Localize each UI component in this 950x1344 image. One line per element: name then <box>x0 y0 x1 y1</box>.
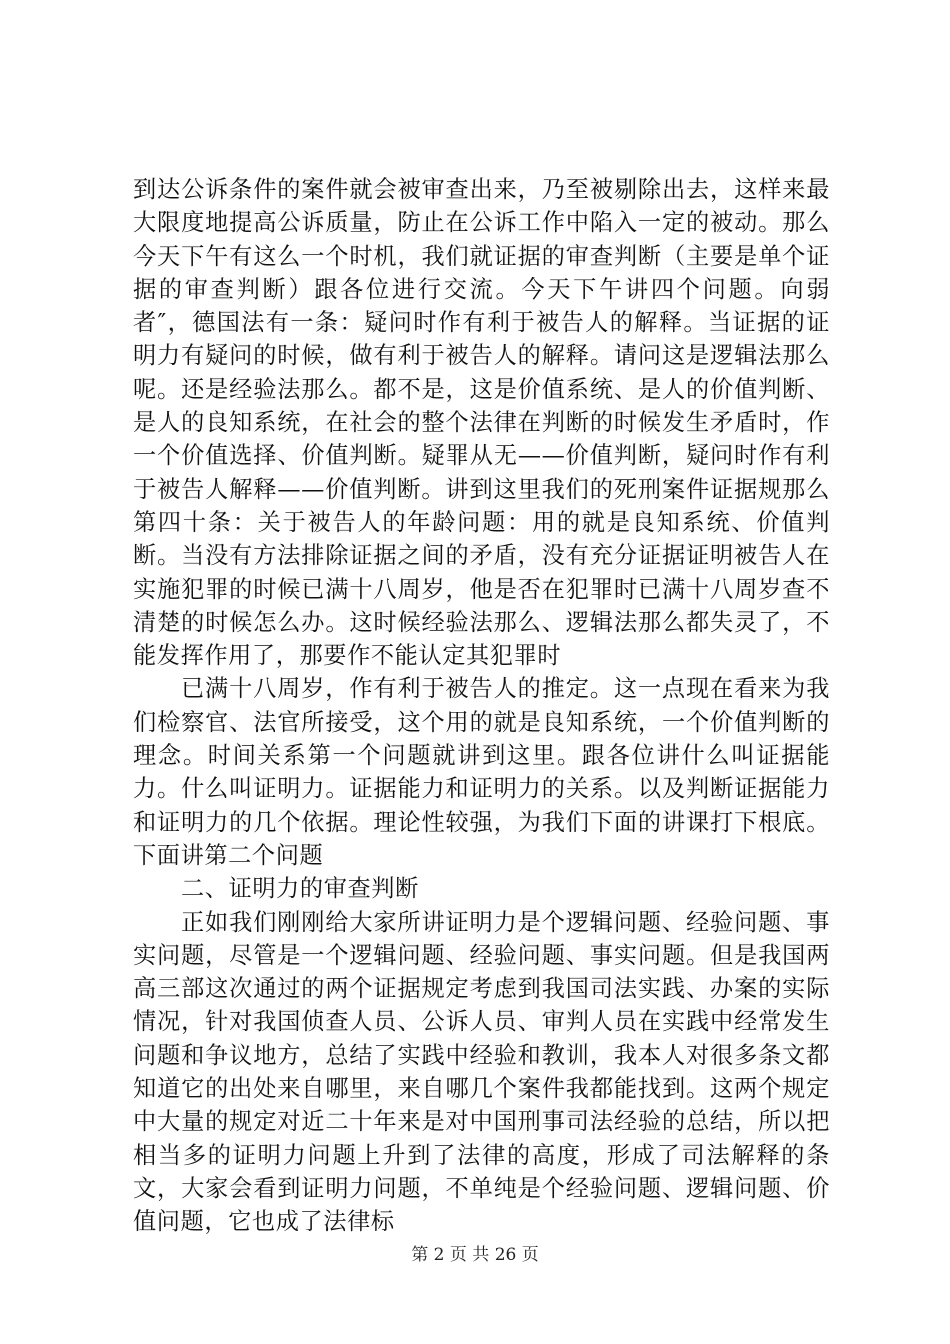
paragraph-3: 正如我们刚刚给大家所讲证明力是个逻辑问题、经验问题、事实问题，尽管是一个逻辑问题、经验问题、事实问题。但是我国两高三部这次通过的两个证据规定考虑到我国司法实践、办案的实际情况，针对我国侦查人员、公诉人员、审判人员在实践中经常发生问题和争议地方，总结了实践中经验和教训，我本人对很多条文都知道它的出处来自哪里，来自哪几个案件我都能找到。这两个规定中大量的规定对近二十年来是对中国刑事司法经验的总结，所以把相当多的证明力问题上升到了法律的高度，形成了司法解释的条文，大家会看到证明力问题，不单纯是个经验问题、逻辑问题、价值问题，它也成了法律标 <box>133 908 830 1236</box>
page-number-footer: 第 2 页 共 26 页 <box>411 1245 539 1265</box>
paragraph-1: 到达公诉条件的案件就会被审查出来，乃至被剔除出去，这样来最大限度地提高公诉质量，防止在公诉工作中陷入一定的被动。那么今天下午有这么一个时机，我们就证据的审查判断（主要是单个证据的审查判断）跟各位进行交流。今天下午讲四个问题。向弱者″，德国法有一条：疑问时作有利于被告人的解释。当证据的证明力有疑问的时候，做有利于被告人的解释。请问这是逻辑法那么呢。还是经验法那么。都不是，这是价值系统、是人的价值判断、是人的良知系统，在社会的整个法律在判断的时候发生矛盾时，作一个价值选择、价值判断。疑罪从无——价值判断，疑问时作有利于被告人解释——价值判断。讲到这里我们的死刑案件证据规那么第四十条：关于被告人的年龄问题：用的就是良知系统、价值判断。当没有方法排除证据之间的矛盾，没有充分证据证明被告人在实施犯罪的时候已满十八周岁，他是否在犯罪时已满十八周岁查不清楚的时候怎么办。这时候经验法那么、逻辑法那么都失灵了，不能发挥作用了，那要作不能认定其犯罪时 <box>133 176 830 670</box>
document-body <box>133 173 830 1239</box>
section-heading: 二、证明力的审查判断 <box>181 875 419 903</box>
paragraph-2: 已满十八周岁，作有利于被告人的推定。这一点现在看来为我们检察官、法官所接受，这个用的就是良知系统，一个价值判断的理念。时间关系第一个问题就讲到这里。跟各位讲什么叫证据能力。什么叫证明力。证据能力和证明力的关系。以及判断证据能力和证明力的几个依据。理论性较强，为我们下面的讲课打下根底。下面讲第二个问题 <box>133 675 830 869</box>
